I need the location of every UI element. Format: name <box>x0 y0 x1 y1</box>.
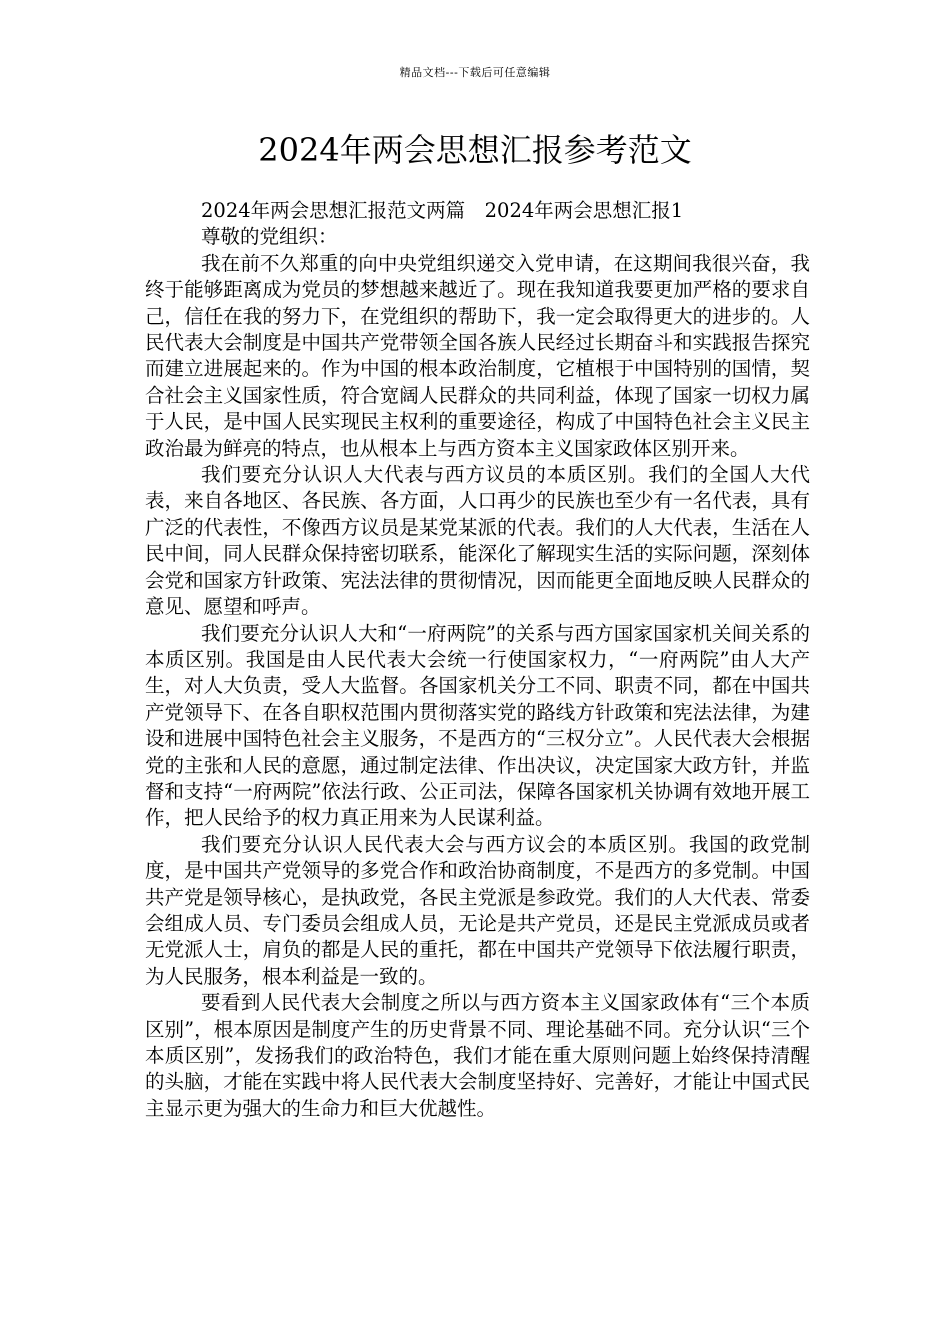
body-paragraph-5: 要看到人民代表大会制度之所以与西方资本主义国家政体有“三个本质区别”，根本原因是制度产生的历史背景不同、理论基础不同。充分认识“三个本质区别”，发扬我们的政治特色，我们才能在重大原则问题上始终保持清醒的头脑，才能在实践中将人民代表大会制度坚持好、完善好，才能让中国式民主显示更为强大的生命力和巨大优越性。 <box>145 991 810 1120</box>
body-paragraph-1: 我在前不久郑重的向中央党组织递交入党申请，在这期间我很兴奋，我终于能够距离成为党员的梦想越来越近了。现在我知道我要更加严格的要求自己，信任在我的努力下，在党组织的帮助下，我一定会取得更大的进步的。人民代表大会制度是中国共产党带领全国各族人民经过长期奋斗和实践报告探究而建立进展起来的。作为中国的根本政治制度，它植根于中国特别的国情，契合社会主义国家性质，符合宽阔人民群众的共同利益，体现了国家一切权力属于人民，是中国人民实现民主权利的重要途径，构成了中国特色社会主义民主政治最为鲜亮的特点，也从根本上与西方资本主义国家政体区别开来。 <box>145 251 810 460</box>
body-paragraph-2: 我们要充分认识人大代表与西方议员的本质区别。我们的全国人大代表，来自各地区、各民族、各方面，人口再少的民族也至少有一名代表，具有广泛的代表性，不像西方议员是某党某派的代表。我们的人大代表，生活在人民中间，同人民群众保持密切联系，能深化了解现实生活的实际问题，深刻体会党和国家方针政策、宪法法律的贯彻情况，因而能更全面地反映人民群众的意见、愿望和呼声。 <box>145 463 810 619</box>
body-paragraph-3: 我们要充分认识人大和“一府两院”的关系与西方国家国家机关间关系的本质区别。我国是由人民代表大会统一行使国家权力，“一府两院”由人大产生，对人大负责，受人大监督。各国家机关分工不同、职责不同，都在中国共产党领导下、在各自职权范围内贯彻落实党的路线方针政策和宪法法律，为建设和进展中国特色社会主义服务，不是西方的“三权分立”。人民代表大会根据党的主张和人民的意愿，通过制定法律、作出决议，决定国家大政方针，并监督和支持“一府两院”依法行政、公正司法，保障各国家机关协调有效地开展工作，把人民给予的权力真正用来为人民谋利益。 <box>145 621 810 830</box>
document-title: 2024年两会思想汇报参考范文 <box>258 131 692 169</box>
salutation: 尊敬的党组织： <box>201 225 338 249</box>
document-body <box>145 198 810 1122</box>
intro-line: 2024年两会思想汇报范文两篇 2024年两会思想汇报1 <box>201 199 684 222</box>
header-note: 精品文档---下载后可任意编辑 <box>399 66 551 79</box>
body-paragraph-4: 我们要充分认识人民代表大会与西方议会的本质区别。我国的政党制度，是中国共产党领导的多党合作和政治协商制度，不是西方的多党制。中国共产党是领导核心，是执政党，各民主党派是参政党。我们的人大代表、常委会组成人员、专门委员会组成人员，无论是共产党员，还是民主党派成员或者无党派人士，肩负的都是人民的重托，都在中国共产党领导下依法履行职责，为人民服务，根本利益是一致的。 <box>145 832 810 988</box>
